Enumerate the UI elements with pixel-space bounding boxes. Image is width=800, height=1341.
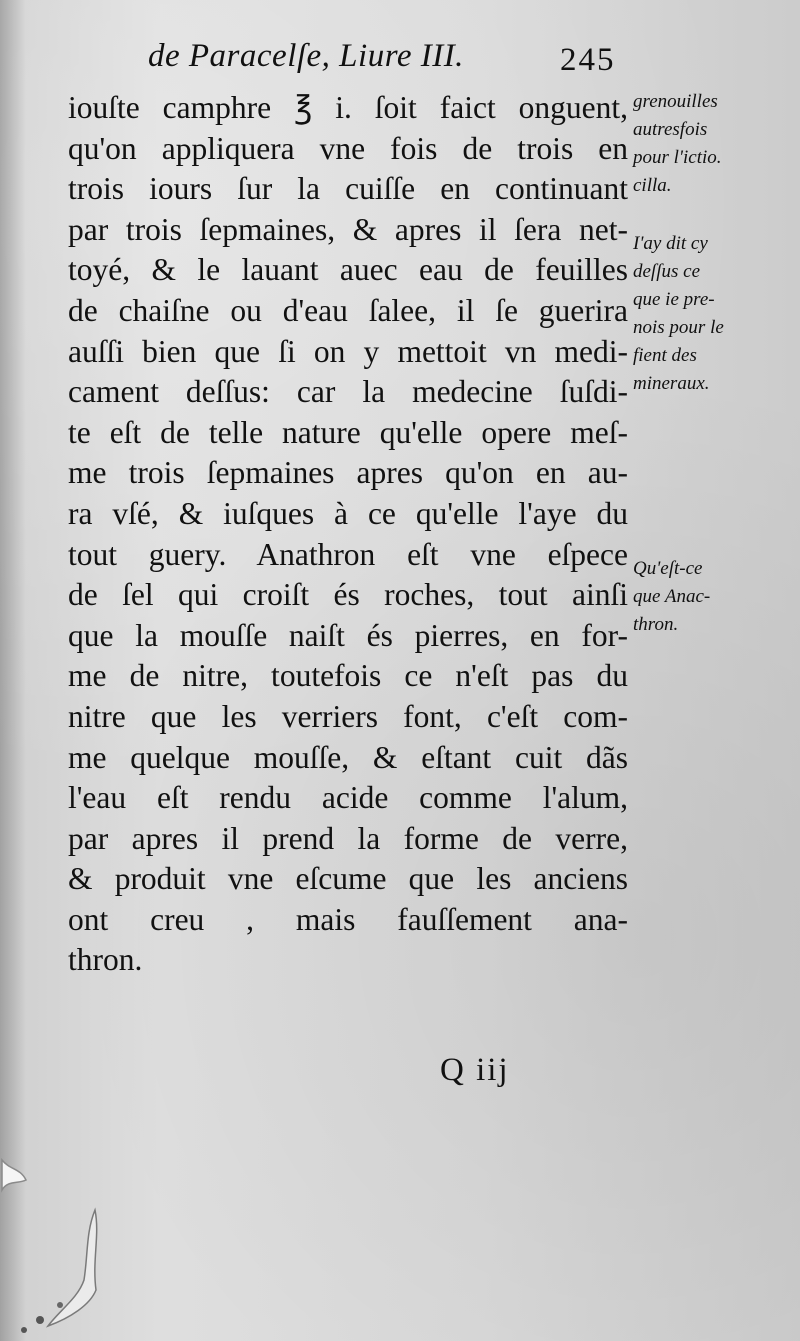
margin-note-line: mineraux. [633, 373, 710, 394]
main-text-block [68, 88, 628, 981]
margin-note-mineraux [633, 230, 724, 398]
signature-mark: Q iij [440, 1052, 510, 1088]
paper-damage-stain [0, 1140, 130, 1340]
text-line: de chaiſne ou d'eau ſalee, il ſe guerira [68, 292, 628, 328]
text-line: cament deſſus: car la medecine ſuſdi- [68, 374, 628, 410]
text-line: thron. [68, 942, 143, 978]
text-line: de ſel qui croiſt és roches, tout ainſi [68, 577, 628, 613]
text-line: me quelque mouſſe, & eſtant cuit dãs [68, 739, 628, 775]
margin-note-grenouilles [633, 88, 722, 200]
text-line: que la mouſſe naiſt és pierres, en for- [68, 617, 628, 653]
margin-note-line: deſſus ce [633, 261, 701, 282]
margin-note-line: thron. [633, 614, 679, 635]
text-line: toyé, & le lauant auec eau de feuilles [68, 252, 628, 288]
text-line: me trois ſepmaines apres qu'on en au- [68, 455, 628, 491]
margin-note-line: grenouilles [633, 91, 718, 112]
margin-note-line: cilla. [633, 175, 672, 196]
margin-note-line: que Anac- [633, 586, 711, 607]
text-line: me de nitre, toutefois ce n'eſt pas du [68, 658, 628, 694]
margin-note-line: nois pour le [633, 317, 724, 338]
margin-note-line: Qu'eſt-ce [633, 558, 703, 579]
text-line: trois iours ſur la cuiſſe en continuant [68, 171, 628, 207]
text-line: auſſi bien que ſi on y mettoit vn medi- [68, 333, 628, 369]
text-line: iouſte camphre ℥ i. ſoit faict onguent, [68, 90, 628, 125]
running-head: de Paracelſe, Liure III. [148, 38, 464, 74]
text-line: & produit vne eſcume que les anciens [68, 861, 628, 897]
page-number: 245 [560, 42, 616, 78]
text-line: par trois ſepmaines, & apres il ſera net- [68, 211, 628, 247]
text-line: qu'on appliquera vne fois de trois en [68, 130, 628, 166]
text-line: nitre que les verriers font, c'eſt com- [68, 698, 628, 734]
margin-note-line: fient des [633, 345, 697, 366]
text-line: tout guery. Anathron eſt vne eſpece [68, 536, 628, 572]
text-line: ont creu , mais fauſſement ana- [68, 901, 628, 937]
text-line: ra vſé, & iuſques à ce qu'elle l'aye du [68, 495, 628, 531]
text-line: par apres il prend la forme de verre, [68, 820, 628, 856]
text-line: l'eau eſt rendu acide comme l'alum, [68, 780, 628, 816]
margin-note-line: que ie pre- [633, 289, 715, 310]
margin-note-line: autresfois [633, 119, 708, 140]
margin-note-line: pour l'ictio. [633, 147, 722, 168]
text-line: te eſt de telle nature qu'elle opere meſ- [68, 414, 628, 450]
margin-note-anathron [633, 555, 710, 639]
margin-note-line: I'ay dit cy [633, 233, 708, 254]
